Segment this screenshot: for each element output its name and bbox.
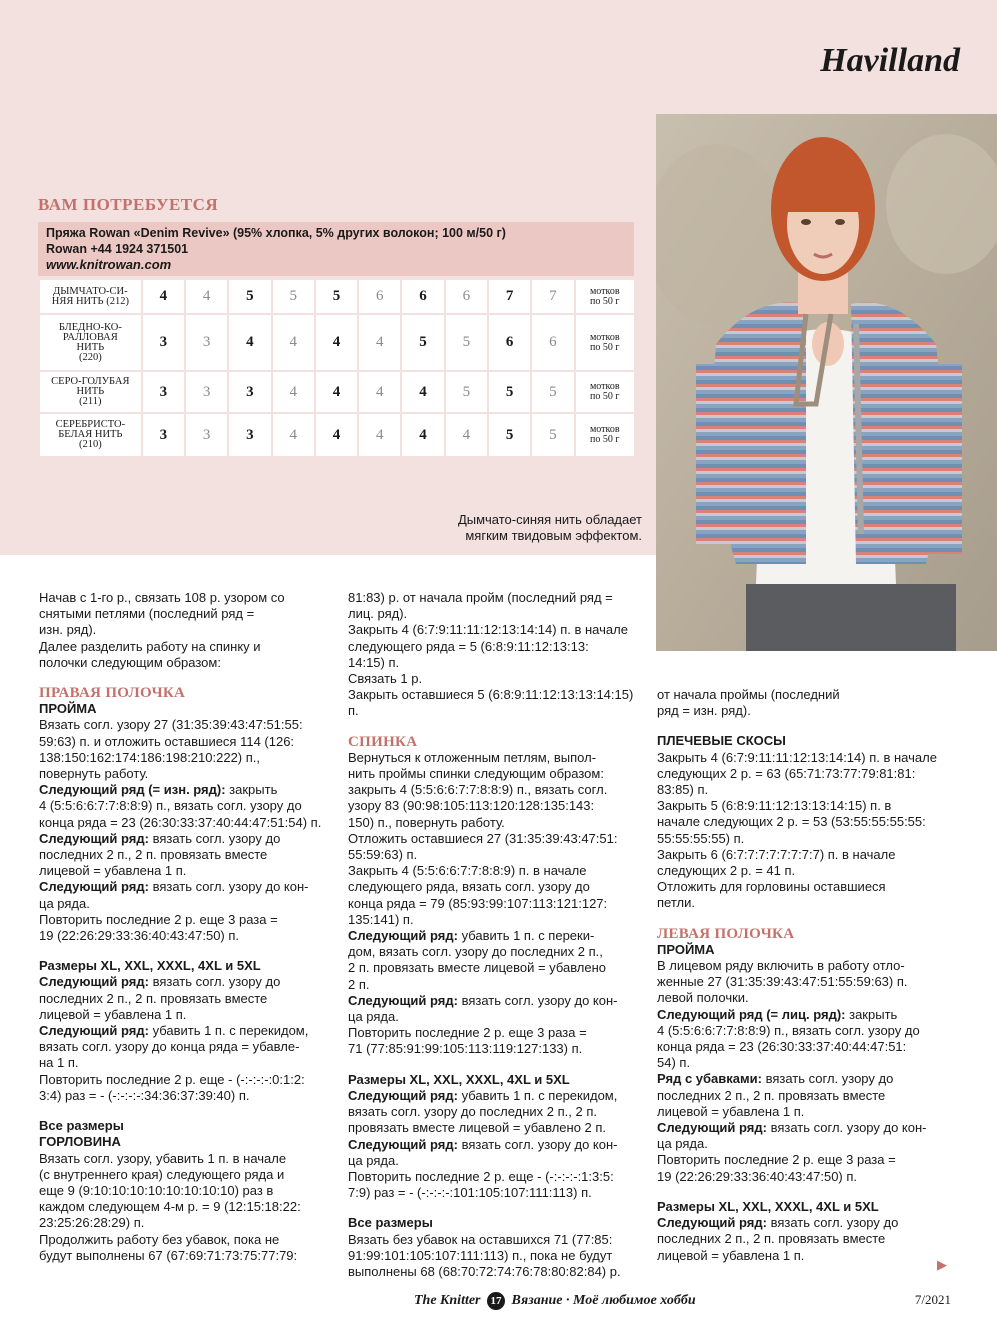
table-cell: 4 [273, 315, 314, 370]
text-line: будут выполнены 67 (67:69:71:73:75:77:79: [39, 1247, 298, 1263]
text-line: Отложить для горловины оставшиеся [657, 879, 886, 895]
table-row [40, 372, 634, 412]
text-line: следующего ряда = 5 (6:8:9:11:12:13:13: [348, 638, 589, 654]
text-line: Следующий ряд (= изн. ряд): закрыть [39, 782, 278, 798]
text-line: нить проймы спинки следующим образом: [348, 766, 604, 782]
text-line: ца ряда. [348, 1152, 399, 1168]
subsection-heading: Все размеры [348, 1215, 433, 1231]
text-line: 2 п. провязать вместе лицевой = убавлено [348, 960, 607, 976]
yarn-website: www.knitrowan.com [46, 257, 172, 272]
text-line: 14:15) п. [348, 654, 400, 670]
page-title: Havilland [820, 42, 960, 79]
instructions-column-2 [348, 590, 643, 1280]
text-line: 81:83) р. от начала пройм (последний ряд = [348, 590, 613, 605]
page-number: 17 [487, 1292, 505, 1310]
text-line: ца ряда. [348, 1009, 399, 1025]
table-cell: 3 [229, 414, 270, 456]
text-line: узору 83 (90:98:105:113:120:128:135:143: [348, 798, 595, 814]
text-line: Следующий ряд (= лиц. ряд): закрыть [657, 1006, 898, 1022]
text-line: последних 2 п., 2 п. провязать вместе [657, 1231, 886, 1247]
text-line: провязать вместе лицевой = убавлено 2 п. [348, 1120, 607, 1136]
table-cell: 6 [532, 315, 573, 370]
text-line: Закрыть оставшиеся 5 (6:8:9:11:12:13:13:14:15) п. [348, 687, 634, 719]
text-line: Закрыть 4 (6:7:9:11:11:12:13:14:14) п. в начале [657, 749, 937, 765]
table-cell: 4 [273, 414, 314, 456]
text-line: Следующий ряд: вязать согл. узору до [39, 974, 281, 990]
text-line: Следующий ряд: вязать согл. узору до [39, 830, 281, 846]
photo-caption [400, 512, 642, 544]
text-line: Следующий ряд: вязать согл. узору до [657, 1215, 899, 1231]
unit-cell: мотков по 50 г [576, 414, 634, 456]
text-line: конца ряда = 23 (26:30:33:37:40:44:47:51: [657, 1039, 907, 1055]
table-cell: 4 [402, 372, 443, 412]
table-cell: 3 [143, 414, 184, 456]
yarn-color-name: СЕРЕБРИСТО- БЕЛАЯ НИТЬ (210) [40, 414, 141, 456]
text-line: последних 2 п., 2 п. провязать вместе [39, 990, 268, 1006]
text-line: 91:99:101:105:107:111:113) п., пока не будут [348, 1247, 613, 1263]
text-line: лицевой = убавлена 1 п. [657, 1247, 805, 1263]
table-row [40, 280, 634, 313]
text-line: выполнены 68 (68:70:72:74:76:78:80:82:84) р. [348, 1263, 621, 1279]
magazine-name: The Knitter [414, 1293, 481, 1309]
text-line: Закрыть 6 (6:7:7:7:7:7:7:7:7) п. в начале [657, 846, 896, 862]
section-heading: ЛЕВАЯ ПОЛОЧКА [657, 925, 795, 942]
text-line: 83:85) п. [657, 782, 709, 798]
text-line: Вязать согл. узору, убавить 1 п. в начале [39, 1150, 287, 1166]
text-line: 135:141) п. [348, 911, 414, 927]
yarn-info [38, 222, 634, 276]
table-cell: 5 [532, 372, 573, 412]
text-line: лицевой = убавлена 1 п. [657, 1103, 805, 1119]
table-cell: 4 [229, 315, 270, 370]
table-cell: 5 [489, 414, 530, 456]
text-line: 54) п. [657, 1055, 691, 1071]
text-line: Повторить последние 2 р. еще 3 раза = [39, 911, 278, 927]
text-line: Начав с 1-го р., связать 108 р. узором со [39, 590, 285, 605]
yarn-color-name: БЛЕДНО-КО- РАЛЛОВАЯ НИТЬ (220) [40, 315, 141, 370]
text-line: Повторить последние 2 р. еще 3 раза = [657, 1152, 896, 1168]
table-cell: 3 [186, 315, 227, 370]
text-line: следующих 2 р. = 63 (65:71:73:77:79:81:81: [657, 765, 916, 781]
table-cell: 4 [359, 414, 400, 456]
table-cell: 4 [273, 372, 314, 412]
text-line: Вязать согл. узору 27 (31:35:39:43:47:51:55: [39, 717, 303, 733]
unit-cell: мотков по 50 г [576, 280, 634, 313]
table-cell: 7 [532, 280, 573, 313]
table-cell: 5 [489, 372, 530, 412]
subsection-heading: Размеры XL, XXL, XXXL, 4XL и 5XL [39, 958, 261, 974]
table-cell: 5 [229, 280, 270, 313]
text-line: ряд = изн. ряд). [657, 703, 751, 719]
text-line: последних 2 п., 2 п. провязать вместе [657, 1087, 886, 1103]
section-heading: СПИНКА [348, 733, 418, 750]
materials-heading: ВАМ ПОТРЕБУЕТСЯ [38, 195, 219, 214]
text-line: Продолжить работу без убавок, пока не [39, 1231, 280, 1247]
unit-cell: мотков по 50 г [576, 372, 634, 412]
table-cell: 5 [402, 315, 443, 370]
subsection-heading: ПЛЕЧЕВЫЕ СКОСЫ [657, 733, 786, 749]
table-cell: 6 [446, 280, 487, 313]
issue-number: 7/2021 [914, 1292, 951, 1307]
text-line: Следующий ряд: вязать согл. узору до кон- [348, 1136, 618, 1152]
text-line: лицевой = убавлена 1 п. [39, 1006, 187, 1022]
table-cell: 4 [402, 414, 443, 456]
text-line: закрыть 4 (5:5:6:6:7:7:8:8:9) п., вязать согл. [348, 782, 608, 798]
table-cell: 5 [273, 280, 314, 313]
text-line: Далее разделить работу на спинку и [39, 638, 261, 654]
text-line: Следующий ряд: вязать согл. узору до кон- [657, 1120, 927, 1136]
text-line: Закрыть 5 (6:8:9:11:12:13:13:14:15) п. в [657, 798, 892, 814]
table-row [40, 315, 634, 370]
footer-brand [414, 1292, 696, 1310]
text-line: петли. [657, 895, 695, 911]
text-line: дом, вязать согл. узору до последних 2 п., [348, 944, 603, 960]
table-cell: 4 [359, 372, 400, 412]
table-cell: 4 [186, 280, 227, 313]
text-line: лицевой = убавлена 1 п. [39, 863, 187, 879]
text-line: женные 27 (31:35:39:43:47:51:55:59:63) п. [657, 974, 908, 990]
text-line: Повторить последние 2 р. еще - (-:-:-:-:0:1:2: [39, 1071, 305, 1087]
text-line: следующих 2 р. = 41 п. [657, 863, 796, 879]
text-line: Закрыть 4 (5:5:6:6:7:7:8:8:9) п. в начале [348, 863, 587, 879]
text-line: конца ряда = 79 (85:93:99:107:113:121:127: [348, 895, 608, 911]
table-cell: 4 [316, 372, 357, 412]
text-line: Следующий ряд: вязать согл. узору до кон- [348, 992, 618, 1008]
text-line: ца ряда. [657, 1136, 708, 1152]
text-line: от начала проймы (последний [657, 687, 840, 702]
caption-line: мягким твидовым эффектом. [465, 528, 642, 543]
text-line: снятыми петлями (последний ряд = [39, 606, 255, 622]
text-line: 19 (22:26:29:33:36:40:43:47:50) п. [657, 1168, 858, 1184]
text-line: Закрыть 4 (6:7:9:11:11:12:13:14:14) п. в начале [348, 622, 628, 638]
subsection-heading: Размеры XL, XXL, XXXL, 4XL и 5XL [348, 1071, 570, 1087]
text-line: вязать согл. узору до последних 2 п., 2 п. [348, 1104, 597, 1120]
subsection-heading: ГОРЛОВИНА [39, 1134, 121, 1150]
table-cell: 5 [316, 280, 357, 313]
text-line: еще 9 (9:10:10:10:10:10:10:10:10) раз в [39, 1182, 274, 1198]
table-cell: 7 [489, 280, 530, 313]
text-line: на 1 п. [39, 1055, 79, 1071]
text-line: 71 (77:85:91:99:105:113:119:127:133) п. [348, 1041, 583, 1057]
table-cell: 3 [143, 315, 184, 370]
text-line: 4 (5:5:6:6:7:7:8:8:9) п., вязать согл. узору до [657, 1022, 920, 1038]
text-line: Повторить последние 2 р. еще - (-:-:-:-:1:3:5: [348, 1168, 614, 1184]
text-line: 150) п., повернуть работу. [348, 814, 505, 830]
text-line: Вязать без убавок на оставшихся 71 (77:85: [348, 1231, 613, 1247]
yarn-quantity-table [38, 278, 636, 458]
text-line: последних 2 п., 2 п. провязать вместе [39, 847, 268, 863]
text-line: 7:9) раз = - (-:-:-:-:101:105:107:111:113) п. [348, 1185, 592, 1201]
text-line: Связать 1 р. [348, 671, 423, 687]
text-line: 3:4) раз = - (-:-:-:-:34:36:37:39:40) п. [39, 1087, 250, 1103]
table-cell: 5 [446, 372, 487, 412]
table-cell: 6 [489, 315, 530, 370]
text-line: (с внутреннего края) следующего ряда и [39, 1166, 285, 1182]
yarn-color-name: СЕРО-ГОЛУБАЯ НИТЬ (211) [40, 372, 141, 412]
caption-line: Дымчато-синяя нить обладает [457, 512, 642, 527]
text-line: 23:25:26:28:29) п. [39, 1215, 145, 1231]
text-line: повернуть работу. [39, 766, 149, 782]
text-line: Следующий ряд: убавить 1 п. с перекидом, [348, 1087, 618, 1103]
table-cell: 3 [186, 372, 227, 412]
table-cell: 4 [316, 414, 357, 456]
yarn-name: Пряжа Rowan «Denim Revive» (95% хлопка, 5% других волокон; 100 м/50 г) [46, 226, 506, 240]
text-line: В лицевом ряду включить в работу отло- [657, 958, 905, 974]
table-cell: 3 [186, 414, 227, 456]
instructions-column-1 [39, 590, 334, 1264]
page-footer [0, 1292, 997, 1314]
text-line: Ряд с убавками: вязать согл. узору до [657, 1071, 894, 1087]
text-line: левой полочки. [657, 990, 749, 1006]
text-line: конца ряда = 23 (26:30:33:37:40:44:47:51:54) п. [39, 814, 322, 830]
text-line: Следующий ряд: убавить 1 п. с перекидом, [39, 1023, 309, 1039]
table-cell: 6 [359, 280, 400, 313]
table-cell: 4 [446, 414, 487, 456]
text-line: Следующий ряд: убавить 1 п. с переки- [348, 928, 595, 944]
text-line: следующего ряда, вязать согл. узору до [348, 879, 590, 895]
text-line: 19 (22:26:29:33:36:40:43:47:50) п. [39, 928, 240, 944]
table-cell: 3 [143, 372, 184, 412]
cardigan-photo-illustration [656, 114, 997, 651]
model-photo [656, 114, 997, 651]
continue-arrow-icon: ▶ [937, 1257, 947, 1272]
text-line: изн. ряд). [39, 622, 97, 638]
text-line: ца ряда. [39, 895, 90, 911]
subsection-heading: Все размеры [39, 1118, 124, 1134]
yarn-color-name: ДЫМЧАТО-СИ- НЯЯ НИТЬ (212) [40, 280, 141, 313]
instructions-column-3 [657, 687, 952, 1264]
subsection-heading: Размеры XL, XXL, XXXL, 4XL и 5XL [657, 1198, 879, 1214]
table-cell: 3 [229, 372, 270, 412]
text-line: 55:55:55:55) п. [657, 830, 745, 846]
yarn-phone: Rowan +44 1924 371501 [46, 242, 189, 256]
text-line: начале следующих 2 р. = 53 (53:55:55:55:55: [657, 814, 926, 830]
table-cell: 5 [446, 315, 487, 370]
text-line: Отложить оставшиеся 27 (31:35:39:43:47:51: [348, 830, 618, 846]
subsection-heading: ПРОЙМА [39, 701, 97, 717]
magazine-subtitle: Вязание · Моё любимое хобби [511, 1293, 696, 1309]
table-cell: 4 [359, 315, 400, 370]
text-line: лиц. ряд). [348, 606, 408, 622]
text-line: 55:59:63) п. [348, 847, 418, 863]
text-line: каждом следующем 4-м р. = 9 (12:15:18:22: [39, 1199, 301, 1215]
text-line: 4 (5:5:6:6:7:7:8:8:9) п., вязать согл. узору до [39, 798, 302, 814]
text-line: 2 п. [348, 976, 370, 992]
section-heading: ПРАВАЯ ПОЛОЧКА [39, 685, 186, 702]
table-cell: 5 [532, 414, 573, 456]
subsection-heading: ПРОЙМА [657, 941, 715, 957]
text-line: 138:150:162:174:186:198:210:222) п., [39, 749, 261, 765]
text-line: Повторить последние 2 р. еще 3 раза = [348, 1025, 587, 1041]
text-line: вязать согл. узору до конца ряда = убавле- [39, 1039, 300, 1055]
table-row [40, 414, 634, 456]
text-line: Вернуться к отложенным петлям, выпол- [348, 749, 597, 765]
text-line: 59:63) п. и отложить оставшиеся 114 (126: [39, 733, 295, 749]
text-line: полочки следующим образом: [39, 654, 221, 670]
table-cell: 6 [402, 280, 443, 313]
text-line: Следующий ряд: вязать согл. узору до кон- [39, 879, 309, 895]
table-cell: 4 [316, 315, 357, 370]
table-cell: 4 [143, 280, 184, 313]
unit-cell: мотков по 50 г [576, 315, 634, 370]
